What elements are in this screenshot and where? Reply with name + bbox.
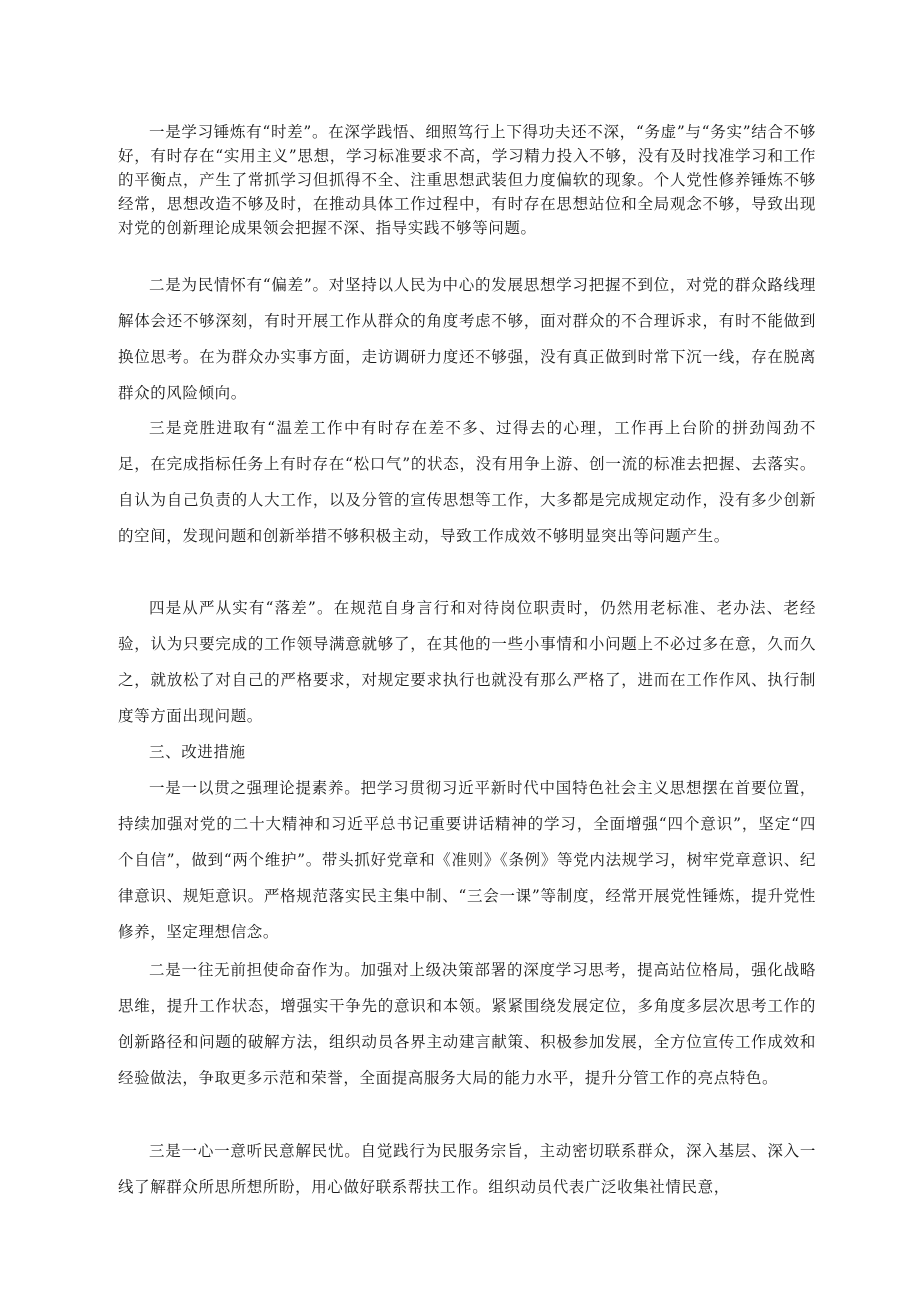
paragraph-measure-mission: 二是一往无前担使命奋作为。加强对上级决策部署的深度学习思考，提高站位格局，强化战略思维，提升工作状态，增强实干争先的意识和本领。紧紧围绕发展定位，多角度多层次思考工作的创新路径和问题的破解方法，组织动员各界主动建言献策、积极参加发展，全方位宣传工作成效和经验做法，争取更多示范和荣誉，全面提高服务大局的能力水平，提升分管工作的亮点特色。	[118, 961, 816, 1087]
paragraph-progress-gap: 三是竞胜进取有“温差工作中有时存在差不多、过得去的心理，工作再上台阶的拼劲闯劲不足，在完成指标任务上有时存在“松口气”的状态，没有用争上游、创一流的标准去把握、去落实。自认为自己负责的人大工作，以及分管的宣传思想等工作，大多都是完成规定动作，没有多少创新的空间，发现问题和创新举措不够积极主动，导致工作成效不够明显突出等问题产生。	[118, 419, 816, 545]
paragraph-people-gap: 二是为民情怀有“偏差”。对坚持以人民为中心的发展思想学习把握不到位，对党的群众路线理解体会还不够深刻，有时开展工作从群众的角度考虑不够，面对群众的不合理诉求，有时不能做到换位思考。在为群众办实事方面，走访调研力度还不够强，没有真正做到时常下沉一线，存在脱离群众的风险倾向。	[118, 276, 816, 402]
section-heading-improvement: 三、改进措施	[149, 743, 246, 761]
paragraph-discipline-gap: 四是从严从实有“落差”。在规范自身言行和对待岗位职责时，仍然用老标准、老办法、老经验，认为只要完成的工作领导满意就够了，在其他的一些小事情和小问题上不必过多在意，久而久之，就放松了对自己的严格要求，对规定要求执行也就没有那么严格了，进而在工作作风、执行制度等方面出现问题。	[118, 599, 816, 725]
paragraph-measure-people: 三是一心一意听民意解民忧。自觉践行为民服务宗旨，主动密切联系群众，深入基层、深入一线了解群众所思所想所盼，用心做好联系帮扶工作。组织动员代表广泛收集社情民意，	[118, 1142, 816, 1196]
paragraph-measure-theory: 一是一以贯之强理论提素养。把学习贯彻习近平新时代中国特色社会主义思想摆在首要位置，持续加强对党的二十大精神和习近平总书记重要讲话精神的学习，全面增强“四个意识”，坚定“四个自信”，做到“两个维护”。带头抓好党章和《准则》《条例》等党内法规学习，树牢党章意识、纪律意识、规矩意识。严格规范落实民主集中制、“三会一课”等制度，经常开展党性锤炼，提升党性修养，坚定理想信念。	[118, 779, 816, 941]
paragraph-study-gap: 一是学习锤炼有“时差”。在深学践悟、细照笃行上下得功夫还不深，“务虚”与“务实”结合不够好，有时存在“实用主义”思想，学习标准要求不高，学习精力投入不够，没有及时找准学习和工作的平衡点，产生了常抓学习但抓得不全、注重思想武装但力度偏软的现象。个人党性修养锤炼不够经常，思想改造不够及时，在推动具体工作过程中，有时存在思想站位和全局观念不够，导致出现对党的创新理论成果领会把握不深、指导实践不够等问题。	[118, 123, 816, 237]
